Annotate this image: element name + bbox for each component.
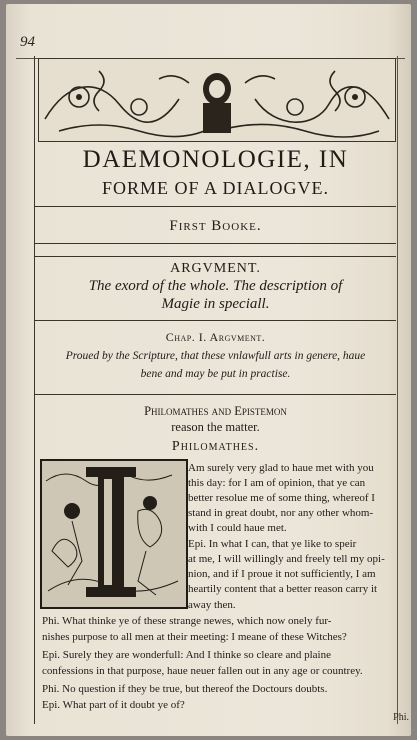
text-line: this day: for I am of opinion, that ye can — [188, 477, 366, 489]
argument-heading: ARGVMENT. — [170, 261, 261, 276]
woodcut-initial — [40, 459, 188, 609]
ornamental-headpiece — [38, 58, 396, 142]
rule — [35, 206, 396, 207]
book-heading: First Booke. — [169, 218, 262, 234]
text-line: at me, I will willingly and freely tell my opi- — [188, 553, 385, 565]
page-number: 94 — [20, 34, 35, 50]
argument-line-1: The exord of the whole. The description of — [88, 278, 343, 294]
rule — [35, 394, 396, 395]
text-line: nishes purpose to all men at their meeting: I meane of these Witches? — [42, 631, 347, 643]
text-line: Epi. What part of it doubt ye of? — [42, 699, 185, 711]
text-line: heartily content that a better reason carry it — [188, 583, 378, 595]
text-line: Epi. In what I can, that ye like to speir — [188, 538, 357, 550]
rule — [35, 256, 396, 257]
text-line: Am surely very glad to haue met with you — [188, 462, 374, 474]
speaker-heading: Philomathes. — [171, 439, 260, 454]
persons-line-1: Philomathes and Epistemon — [144, 404, 287, 418]
chapter-argument-line-1: Proued by the Scripture, that these vnlawfull arts in genere, haue — [65, 350, 366, 362]
chapter-argument-line-2: bene and may be put in practise. — [140, 368, 291, 380]
catchword: Phi. — [393, 712, 409, 723]
text-line: confessions in that purpose, haue neuer fallen out in any age or countrey. — [42, 665, 363, 677]
text-line: Phi. What thinke ye of these strange newes, which now onely fur- — [42, 615, 332, 627]
text-line: Epi. Surely they are wonderfull: And I thinke so cleare and plaine — [42, 649, 331, 661]
title-line-1: DAEMONOLOGIE, IN — [82, 146, 349, 173]
text-line: with I could haue met. — [188, 522, 287, 534]
text-line: better resolue me of some thing, whereof I — [188, 492, 375, 504]
text-line: Phi. No question if they be true, but thereof the Doctours doubts. — [42, 683, 328, 695]
text-line: away then. — [188, 599, 236, 611]
title-line-2: FORME OF A DIALOGVE. — [101, 178, 330, 198]
rule — [35, 243, 396, 244]
persons-line-2: reason the matter. — [171, 420, 260, 434]
argument-line-2: Magie in speciall. — [161, 296, 270, 312]
text-line: nion, and if I proue it not sufficiently, I am — [188, 568, 376, 580]
text-line: stand in great doubt, nor any other whom- — [188, 507, 374, 519]
ornament-vine-icon — [39, 59, 395, 141]
rule — [35, 320, 396, 321]
chapter-heading: Chap. I. Argvment. — [165, 330, 266, 344]
woodcut-initial-i-icon — [42, 461, 182, 603]
